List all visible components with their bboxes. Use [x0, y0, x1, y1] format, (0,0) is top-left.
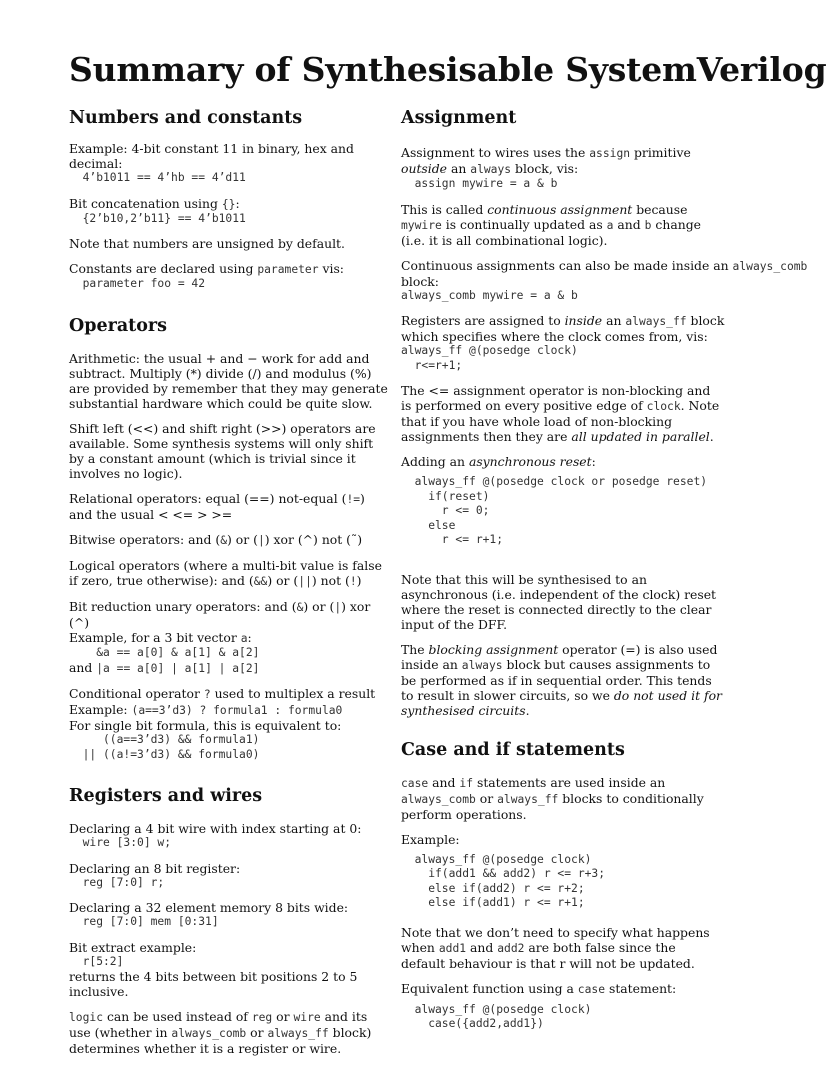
- text: :: [247, 629, 252, 645]
- text: Adding an: [401, 454, 469, 469]
- text: operator (=) is also used inside an: [401, 641, 718, 672]
- inline-code: clock: [646, 400, 681, 413]
- inline-code: add2: [497, 941, 525, 955]
- paragraph: [401, 925, 723, 971]
- inline-code: &&: [253, 574, 268, 588]
- emphasis: asynchronous reset: [468, 454, 592, 469]
- paragraph: [69, 1009, 391, 1056]
- text: .: [525, 702, 530, 718]
- text: and its use (whether in: [69, 1009, 368, 1040]
- text: Equivalent function using a: [401, 980, 578, 996]
- text: Assignment to wires uses the: [401, 145, 590, 160]
- text: is continually updated as: [441, 216, 607, 232]
- text: For single bit formula, this is equivalent to:: [69, 718, 342, 733]
- text: ) xor (^) not (˜): [264, 531, 363, 547]
- text: ) or (: [303, 598, 335, 614]
- inline-code: wire: [293, 1011, 321, 1024]
- inline-code: a: [240, 631, 248, 645]
- inline-code: |a == a[0] | a[1] | a[2]: [96, 662, 260, 675]
- text: Note that we don’t need to specify what happens when: [401, 924, 710, 955]
- text: or: [475, 790, 498, 806]
- code-line: ((a==3’d3) && formula1): [69, 733, 260, 746]
- text: block:: [401, 273, 439, 289]
- text: block which specifies where the clock comes from, vis:: [401, 313, 725, 344]
- inline-code: &: [296, 600, 304, 614]
- paragraph: [401, 383, 723, 444]
- inline-code: ?: [203, 688, 211, 701]
- paragraph: [69, 686, 391, 762]
- inline-code: if: [459, 776, 474, 790]
- code-line: &a == a[0] & a[1] & a[2]: [69, 645, 260, 659]
- paragraph: [401, 454, 768, 548]
- text: Declaring a 4 bit wire with index starting at 0:: [69, 821, 362, 836]
- code-line: r<=r+1;: [401, 358, 463, 372]
- code-line: r <= 0;: [401, 504, 490, 517]
- code-line: else if(add2) r <= r+2;: [401, 881, 585, 895]
- inline-code: (a==3’d3) ? formula1 : formula0: [131, 704, 343, 717]
- paragraph: Note that this will be synthesised to an asynchronous (i.e. independent of the clock) reset where the reset is connected directly to the clear input of the DFF.: [401, 571, 717, 632]
- inline-code: add1: [438, 941, 467, 955]
- page-title: Summary of Synthesisable SystemVerilog: [69, 50, 826, 89]
- code-line: assign mywire = a & b: [401, 177, 558, 190]
- right-column: [401, 108, 808, 1042]
- inline-code: b: [644, 218, 652, 232]
- text: .: [709, 429, 714, 444]
- inline-code: always_ff: [267, 1027, 329, 1040]
- text: Bitwise operators: and (: [69, 531, 221, 547]
- left-column: [69, 108, 391, 1066]
- text: Bit concatenation using: [69, 195, 222, 211]
- paragraph: [69, 261, 391, 292]
- text: block) determines whether it is a register or wire.: [69, 1025, 372, 1056]
- text: returns the 4 bits between bit positions 2 to 5 inclusive.: [69, 969, 358, 999]
- text: Bit reduction unary operators: and (: [69, 598, 297, 614]
- text: Registers are assigned to: [401, 313, 565, 328]
- inline-code: {}: [221, 197, 236, 211]
- code-line: {2’b10,2’b11} == 4’b1011: [69, 211, 246, 225]
- code-line: wire [3:0] w;: [69, 836, 172, 849]
- paragraph: [69, 900, 391, 930]
- text: ) or (: [227, 531, 258, 547]
- code-line: if(add1 && add2) r <= r+3;: [401, 867, 606, 880]
- text: Example: 4-bit constant 11 in binary, hex and decimal:: [69, 141, 354, 171]
- emphasis: do not used it for synthesised circuits: [401, 687, 722, 718]
- inline-code: reg: [251, 1011, 273, 1024]
- code-line: || ((a!=3’d3) && formula0): [69, 747, 260, 761]
- paragraph: [401, 642, 723, 718]
- text: blocks to conditionally perform operations.: [401, 790, 704, 822]
- paragraph: [69, 491, 391, 522]
- text: are both false since the default behaviour is that r will not be updated.: [401, 939, 695, 971]
- text: an: [447, 161, 471, 176]
- code-line: always_ff @(posedge clock): [401, 1002, 592, 1016]
- inline-code: &: [220, 533, 227, 547]
- paragraph: [401, 981, 768, 1032]
- text: ): [356, 572, 362, 588]
- text: . Note that if you have whole load of non-blocking assignments then they are: [401, 398, 720, 444]
- code-line: r <= r+1;: [401, 533, 504, 546]
- inline-code: logic: [69, 1011, 104, 1024]
- code-line: reg [7:0] r;: [69, 875, 165, 889]
- text: Bit extract example:: [69, 939, 197, 955]
- inline-code: ||: [298, 574, 312, 588]
- code-line: always_ff @(posedge clock): [401, 852, 592, 866]
- text: statements are used inside an: [473, 774, 666, 790]
- text: Declaring an 8 bit register:: [69, 860, 241, 876]
- text: :: [591, 454, 596, 469]
- section-heading-operators: Operators: [69, 315, 168, 336]
- text: Declaring a 32 element memory 8 bits wide:: [69, 900, 349, 915]
- section-heading-numbers: Numbers and constants: [69, 108, 303, 128]
- paragraph: [69, 196, 391, 227]
- code-line: case({add2,add1}): [401, 1017, 544, 1030]
- code-line: if(reset): [401, 489, 490, 503]
- paragraph: [69, 821, 391, 851]
- inline-code: always_ff: [497, 792, 559, 806]
- inline-code: always: [470, 163, 512, 176]
- paragraph: Note that numbers are unsigned by default.: [69, 236, 345, 251]
- inline-code: !: [349, 574, 357, 588]
- code-line: else: [401, 518, 456, 532]
- text: Constants are declared using: [69, 261, 258, 276]
- text: Example:: [401, 831, 460, 847]
- text: This is called: [401, 201, 488, 217]
- text: because: [632, 201, 688, 217]
- section-heading-registers: Registers and wires: [69, 786, 263, 806]
- inline-code: always_comb: [732, 259, 808, 273]
- paragraph: [69, 532, 391, 548]
- text: vis:: [318, 261, 344, 276]
- text: block, vis:: [511, 161, 579, 176]
- inline-code: a: [606, 218, 614, 232]
- emphasis: inside: [564, 313, 603, 328]
- text: Relational operators: equal (==) not-equal (: [69, 490, 347, 506]
- code-line: 4’b1011 == 4’hb == 4’d11: [69, 171, 246, 184]
- text: used to multiplex a result: [210, 686, 376, 701]
- paragraph: [401, 832, 768, 911]
- inline-code: always: [461, 658, 503, 672]
- emphasis: blocking assignment: [428, 641, 559, 657]
- paragraph: [401, 313, 731, 373]
- text: and: [466, 939, 498, 955]
- code-line: always_comb mywire = a & b: [401, 288, 578, 302]
- text: Conditional operator: [69, 686, 204, 701]
- code-line: reg [7:0] mem [0:31]: [69, 915, 219, 928]
- text: Example:: [69, 702, 132, 717]
- text: The: [401, 641, 429, 657]
- emphasis: continuous assignment: [487, 201, 633, 217]
- text: :: [235, 195, 240, 211]
- text: ) or (: [267, 572, 299, 588]
- section-heading-case-if: Case and if statements: [401, 739, 625, 760]
- inline-code: parameter: [257, 263, 319, 276]
- inline-code: always_comb: [171, 1027, 247, 1040]
- paragraph: [69, 141, 391, 186]
- text: change (i.e. it is all combinational logic).: [401, 216, 701, 248]
- text: Logical operators (where a multi-bit value is false if zero, true otherwise): and (: [69, 557, 382, 588]
- text: ) not (: [311, 572, 350, 588]
- code-line: always_ff @(posedge clock or posedge reset): [401, 475, 708, 488]
- text: or: [272, 1009, 294, 1024]
- text: Continuous assignments can also be made inside an: [401, 257, 733, 273]
- paragraph: [69, 861, 391, 891]
- text: and: [428, 774, 460, 790]
- inline-code: !=: [346, 492, 361, 506]
- inline-code: |: [257, 533, 265, 547]
- paragraph: Shift left (<<) and shift right (>>) operators are available. Some synthesis systems will only shift by a constant amount (which is trivial since it involves no logic).: [69, 420, 376, 481]
- text: The <= assignment operator is non-blocking and is performed on every positive edge of: [401, 383, 711, 413]
- inline-code: case: [577, 982, 606, 996]
- paragraph: [401, 257, 808, 304]
- inline-code: assign: [589, 147, 631, 160]
- text: ) and the usual < <= > >=: [69, 490, 365, 522]
- text: and: [69, 660, 97, 675]
- paragraph: [69, 940, 391, 1000]
- inline-code: |: [334, 600, 342, 614]
- section-heading-assignment: Assignment: [401, 108, 517, 128]
- emphasis: outside: [401, 161, 448, 176]
- paragraph: [69, 558, 391, 589]
- text: an: [602, 313, 626, 328]
- inline-code: always_ff: [625, 315, 687, 328]
- inline-code: always_comb: [401, 792, 476, 806]
- text: primitive: [630, 145, 691, 160]
- text: Example, for a 3 bit vector: [69, 629, 241, 645]
- text: ) xor (^): [69, 598, 371, 630]
- text: or: [246, 1025, 268, 1040]
- text: and: [613, 216, 645, 232]
- inline-code: case: [401, 776, 429, 790]
- code-line: else if(add1) r <= r+1;: [401, 896, 585, 909]
- paragraph: [69, 599, 391, 677]
- text: block but causes assignments to be performed as if in sequential order. This tends to result in slower circuits, so we: [401, 656, 712, 703]
- code-line: always_ff @(posedge clock): [401, 344, 578, 357]
- paragraph: [401, 145, 723, 192]
- text: can be used instead of: [103, 1009, 252, 1024]
- text: statement:: [605, 980, 677, 996]
- code-line: parameter foo = 42: [69, 277, 206, 290]
- emphasis: all updated in parallel: [571, 429, 710, 444]
- paragraph: [401, 775, 731, 822]
- paragraph: [401, 202, 723, 248]
- paragraph: Arithmetic: the usual + and − work for add and subtract. Multiply (*) divide (/) and modulus (%) are provided by remember that they may generate substantial hardware which could be quite slow.: [69, 350, 388, 411]
- code-line: r[5:2]: [69, 954, 124, 968]
- inline-code: mywire: [401, 218, 442, 232]
